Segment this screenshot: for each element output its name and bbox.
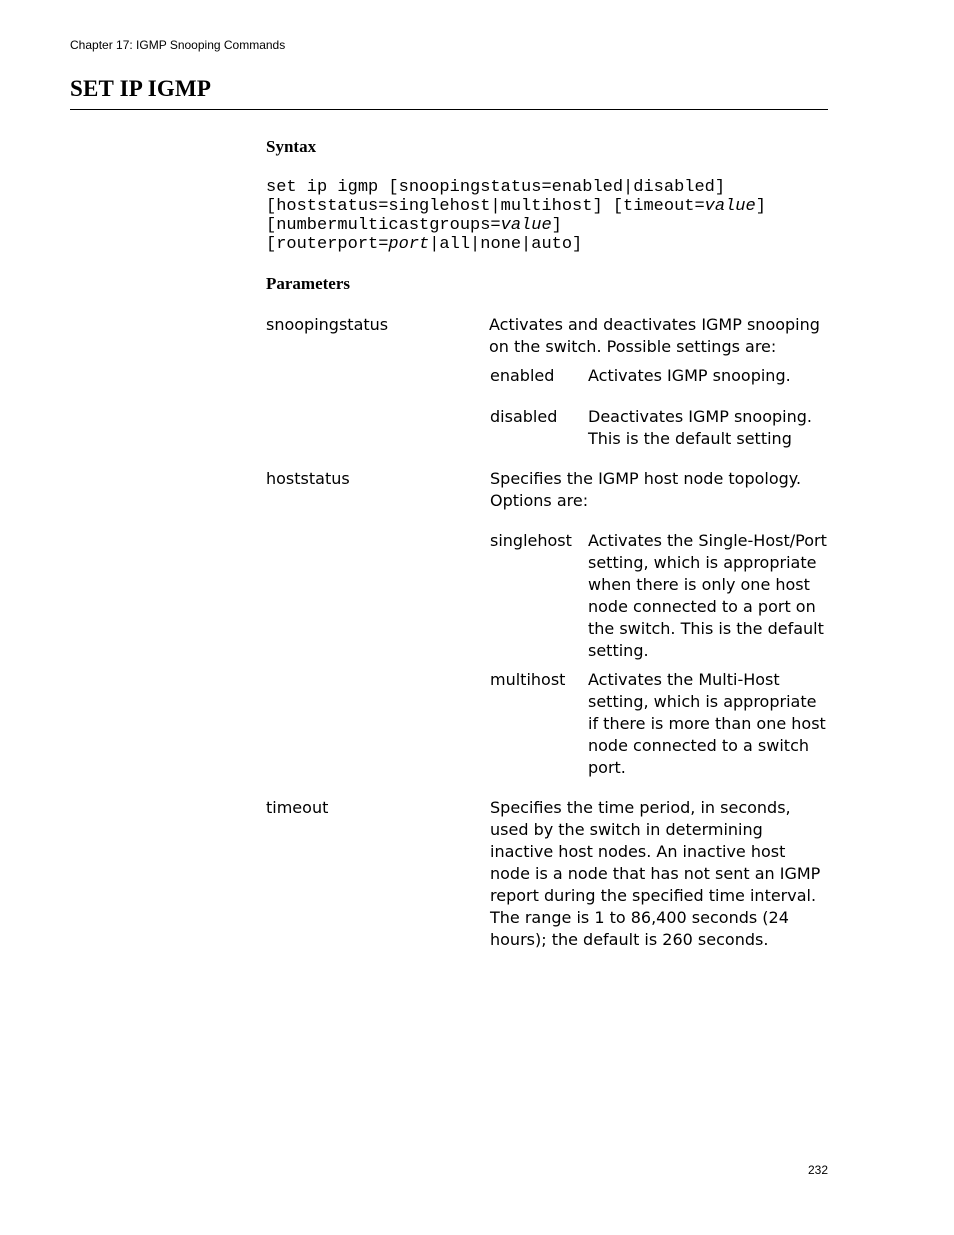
running-header: Chapter 17: IGMP Snooping Commands [70, 38, 286, 52]
option-desc-singlehost: Activates the Single-Host/Port setting, which is appropriate when there is only one host node connected to a port on the switch. This is the default setting. [588, 531, 827, 660]
option-name-disabled: disabled [490, 407, 558, 426]
parameters-heading: Parameters [266, 274, 351, 293]
syntax-line-3-post: ] [551, 216, 562, 235]
syntax-line-2-post: ] [755, 197, 766, 216]
syntax-line-1: set ip igmp [snoopingstatus=enabled|disabled] [266, 178, 726, 197]
syntax-line-4-var: port [388, 235, 430, 254]
param-name-snoopingstatus: snoopingstatus [266, 315, 389, 334]
syntax-block [266, 178, 766, 254]
syntax-heading: Syntax [266, 137, 317, 156]
syntax-line-3-pre: [numbermulticastgroups= [266, 216, 501, 235]
option-desc-disabled: Deactivates IGMP snooping. This is the default setting [588, 407, 812, 448]
param-desc-timeout: Specifies the time period, in seconds, used by the switch in determining inactive host nodes. An inactive host node is a node that has not sent an IGMP report during the specified time interval. The range is 1 to 86,400 seconds (24 hours); the default is 260 seconds. [490, 798, 821, 949]
syntax-line-3-var: value [500, 216, 552, 235]
option-desc-enabled: Activates IGMP snooping. [588, 366, 791, 385]
param-name-hoststatus: hoststatus [266, 469, 350, 488]
option-name-multihost: multihost [490, 670, 566, 689]
syntax-line-2-pre: [hoststatus=singlehost|multihost] [timeout= [266, 197, 705, 216]
title-rule [70, 109, 828, 110]
page-title: SET IP IGMP [70, 76, 212, 101]
option-desc-multihost: Activates the Multi-Host setting, which is appropriate if there is more than one host node connected to a switch port. [588, 670, 826, 777]
syntax-line-4-pre: [routerport= [266, 235, 389, 254]
syntax-line-4-post: |all|none|auto] [429, 235, 583, 254]
param-desc-snoopingstatus: Activates and deactivates IGMP snooping on the switch. Possible settings are: [489, 315, 820, 356]
option-name-singlehost: singlehost [490, 531, 572, 550]
page-number: 232 [808, 1163, 829, 1177]
param-name-timeout: timeout [266, 798, 329, 817]
option-name-enabled: enabled [490, 366, 555, 385]
param-desc-hoststatus: Specifies the IGMP host node topology. Options are: [490, 469, 802, 510]
syntax-line-2-var: value [704, 197, 756, 216]
